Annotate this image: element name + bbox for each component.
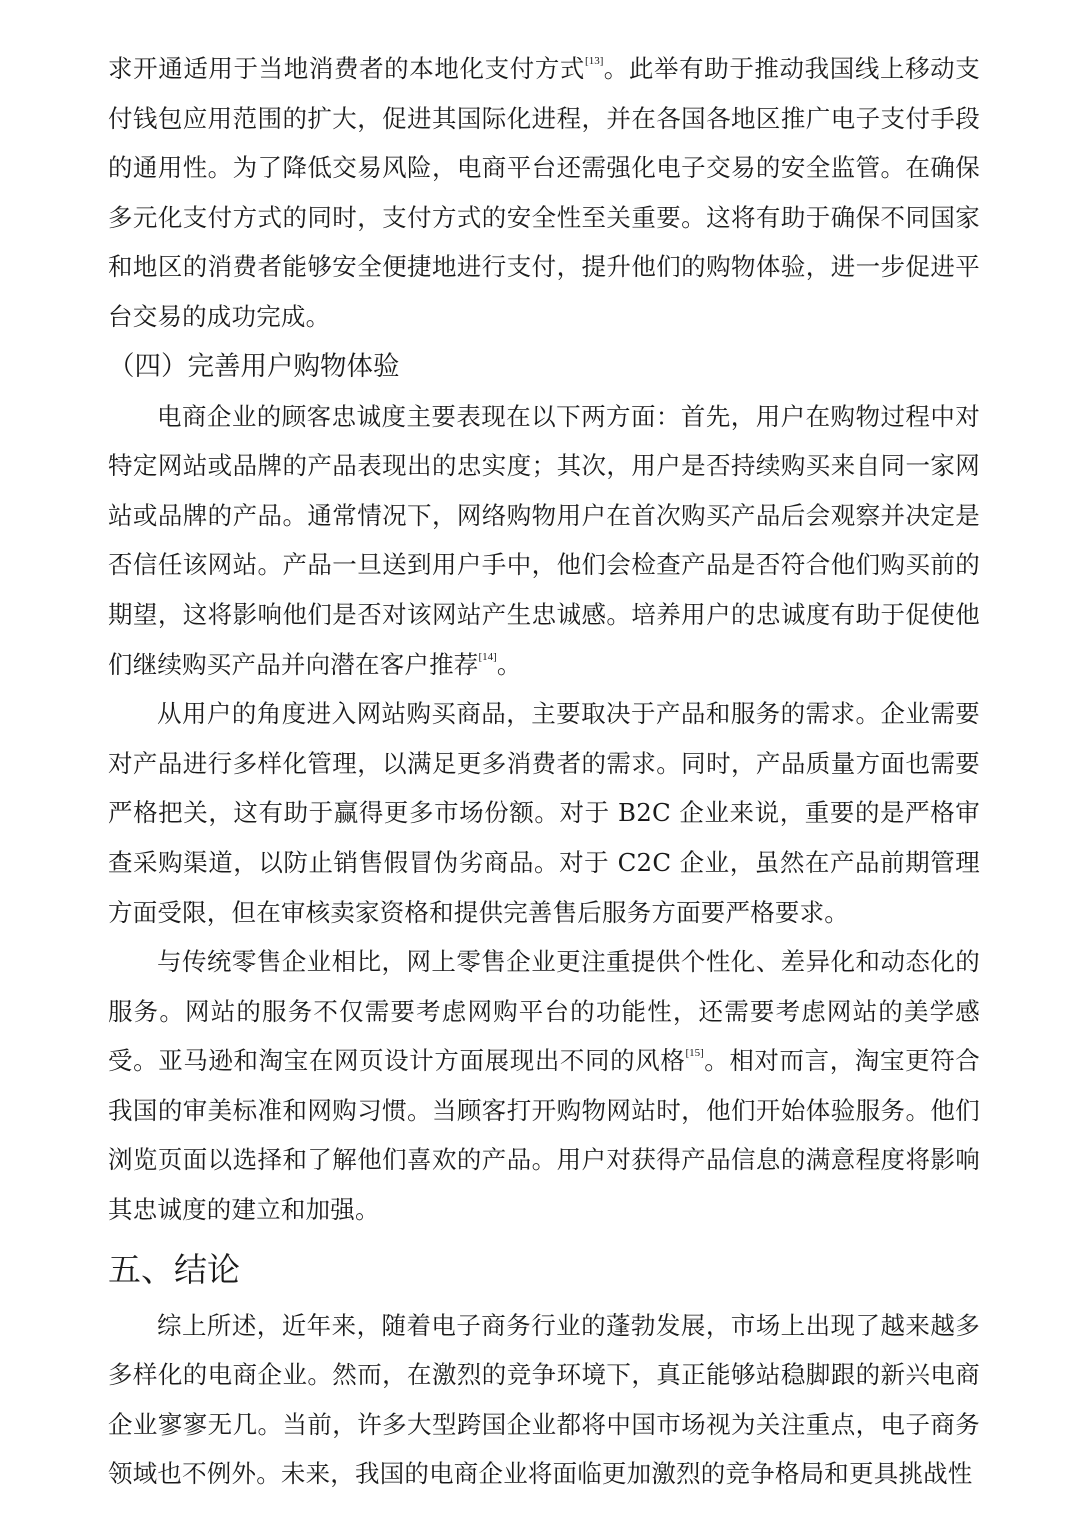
citation-ref: [14] — [478, 650, 497, 663]
paragraph-payment-methods — [108, 44, 980, 342]
paragraph-text: 电商企业的顾客忠诚度主要表现在以下两方面：首先，用户在购物过程中对特定网站或品牌的产品表现出的忠实度；其次，用户是否持续购买来自同一家网站或品牌的产品。通常情况下，网络购物用户在首次购买产品后会观察并决定是否信任该网站。产品一旦送到用户手中，他们会检查产品是否符合他们购买前的期望，这将影响他们是否对该网站产生忠诚感。培养用户的忠诚度有助于促使他们继续购买产品并向潜在客户推荐 — [108, 401, 980, 679]
citation-ref: [15] — [685, 1047, 704, 1060]
section-heading-5: 五、结论 — [108, 1249, 240, 1289]
paragraph-text: 。此举有助于推动我国线上移动支付钱包应用范围的扩大，促进其国际化进程，并在各国各地区推广电子支付手段的通用性。为了降低交易风险，电商平台还需强化电子交易的安全监管。在确保多元化支付方式的同时，支付方式的安全性至关重要。这将有助于确保不同国家和地区的消费者能够安全便捷地进行支付，提升他们的购物体验，进一步促进平台交易的成功完成。 — [108, 54, 980, 331]
paragraph-customer-loyalty — [108, 392, 980, 690]
paragraph-text: 与传统零售企业相比，网上零售企业更注重提供个性化、差异化和动态化的服务。网站的服务不仅需要考虑网购平台的功能性，还需要考虑网站的美学感受。亚马逊和淘宝在网页设计方面展现出不同的风格 — [108, 947, 980, 1076]
paragraph-text: 求开通适用于当地消费者的本地化支付方式 — [108, 54, 586, 83]
paragraph-conclusion: 综上所述，近年来，随着电子商务行业的蓬勃发展，市场上出现了越来越多多样化的电商企业。然而，在激烈的竞争环境下，真正能够站稳脚跟的新兴电商企业寥寥无几。当前，许多大型跨国企业都将中国市场视为关注重点，电子商务领域也不例外。未来，我国的电商企业将面临更加激烈的竞争格局和更具挑战性 — [108, 1310, 980, 1489]
paragraph-online-service — [108, 937, 980, 1235]
document-page — [108, 44, 980, 1499]
paragraph-text: 。 — [496, 649, 522, 679]
paragraph-product-management: 从用户的角度进入网站购买商品，主要取决于产品和服务的需求。企业需要对产品进行多样化管理，以满足更多消费者的需求。同时，产品质量方面也需要严格把关，这有助于赢得更多市场份额。对于 B2C 企业来说，重要的是严格审查采购渠道，以防止销售假冒伪劣商品。对于 C2C 企业，虽然在产品前期管理方面受限，但在审核卖家资格和提供完善售后服务方面要严格要求。 — [108, 699, 980, 927]
section-heading-4: （四）完善用户购物体验 — [108, 350, 400, 382]
citation-ref: [13] — [585, 55, 604, 67]
paragraph-text: 。相对而言，淘宝更符合我国的审美标准和网购习惯。当顾客打开购物网站时，他们开始体验服务。他们浏览页面以选择和了解他们喜欢的产品。用户对获得产品信息的满意程度将影响其忠诚度的建立和加强。 — [108, 1046, 980, 1225]
